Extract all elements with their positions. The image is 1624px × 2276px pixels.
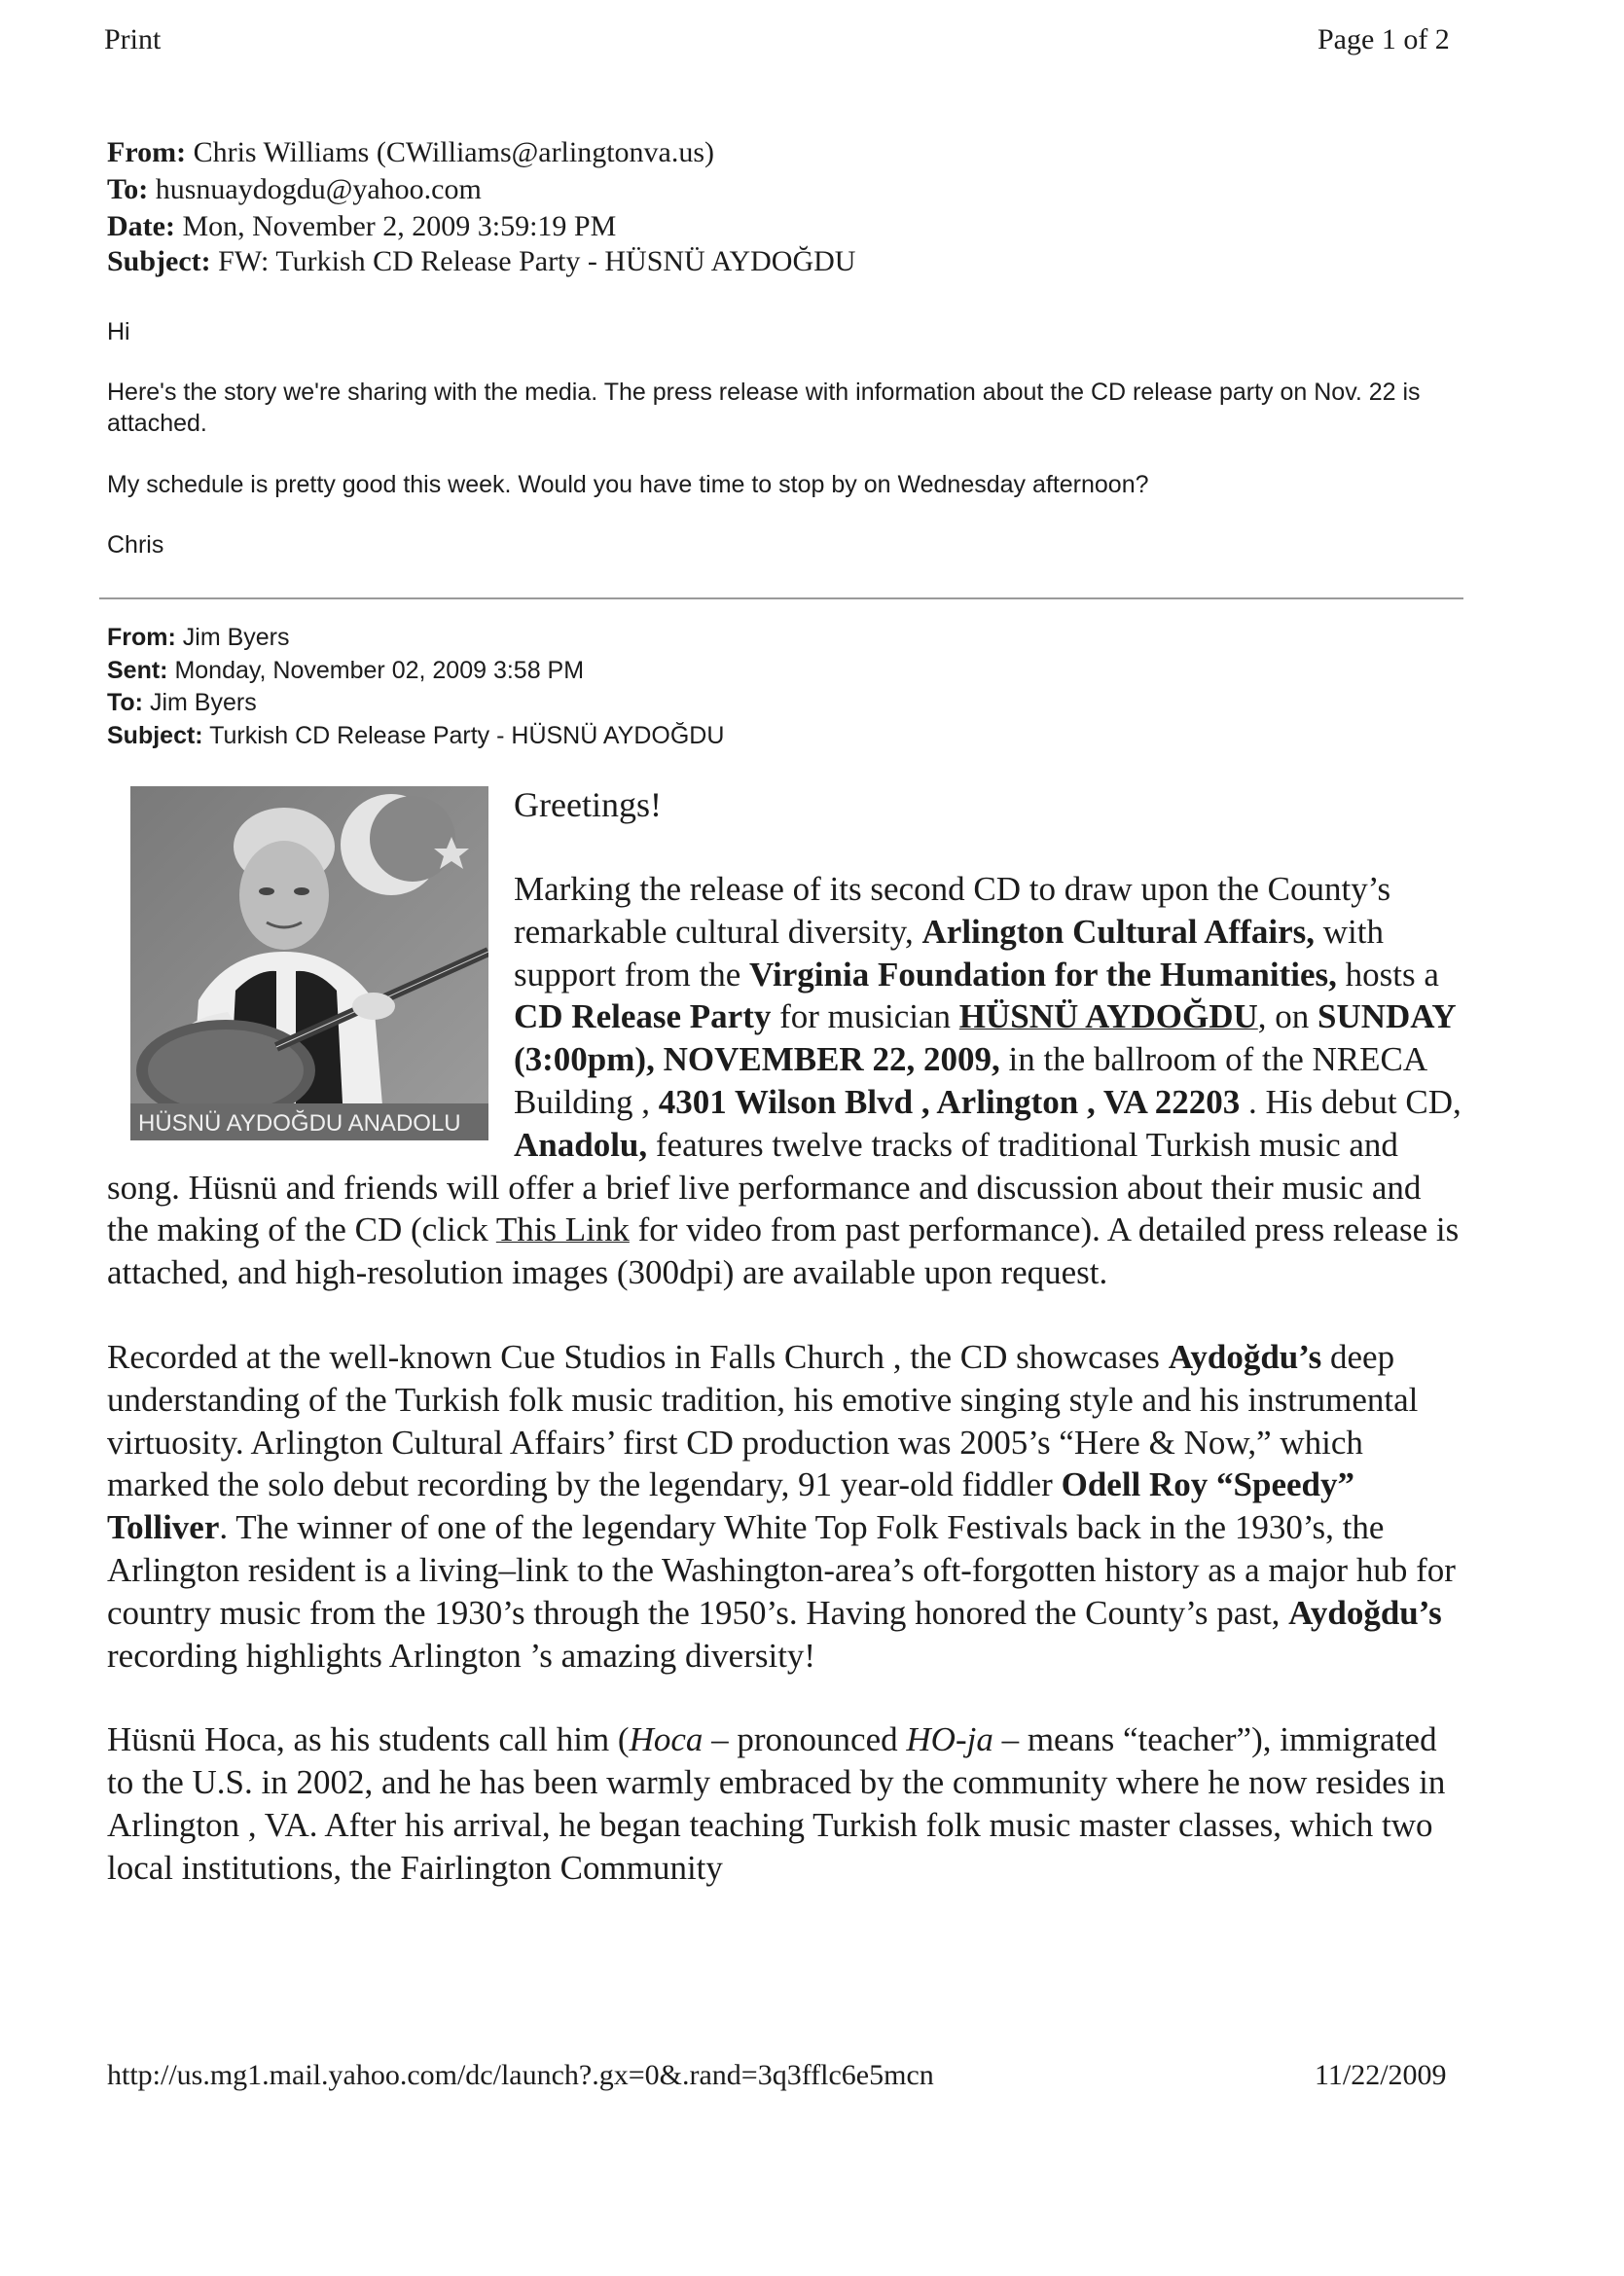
text-run: – means “teacher”), immigrated to the U.S. in 2002, and he has been warmly embraced by the community where he now resides in Arlington , VA. After his arrival, he began teaching Turkish folk music master classes, which two local institutions, the Fairlington Community	[107, 1720, 1446, 1887]
forwarded-to-value: Jim Byers	[149, 689, 257, 716]
text-run: , on	[1257, 997, 1317, 1036]
text-run: Hüsnü Hoca, as his students call him (	[107, 1720, 630, 1759]
article-paragraph-1	[107, 868, 1465, 1294]
email-from-row	[107, 136, 714, 169]
email-body-paragraph: My schedule is pretty good this week. Would you have time to stop by on Wednesday afternoon?	[107, 471, 1149, 498]
email-from-label: From:	[107, 136, 187, 168]
email-subject-value: FW: Turkish CD Release Party - HÜSNÜ AYDOĞDU	[218, 245, 856, 277]
text-run: . His debut CD,	[1240, 1082, 1462, 1121]
forwarded-from-value: Jim Byers	[182, 624, 290, 651]
pronunciation: HO-ja	[906, 1720, 993, 1759]
event-date: SUNDAY (3:00pm), NOVEMBER 22, 2009,	[514, 997, 1456, 1079]
text-run: for musician	[771, 997, 959, 1036]
forwarded-sent-value: Monday, November 02, 2009 3:58 PM	[174, 657, 585, 684]
text-run: features twelve tracks of traditional Turkish music and song. Hüsnü and friends will offer a brief live performance and discussion about their music and the making of the CD (click	[107, 1125, 1422, 1249]
musician-name: HÜSNÜ AYDOĞDU	[958, 997, 1258, 1036]
musician-possessive: Aydoğdu’s	[1288, 1593, 1442, 1632]
email-body-paragraph: Here's the story we're sharing with the media. The press release with information about the CD release party on Nov. 22 is attached.	[107, 379, 1421, 437]
text-run: deep understanding of the Turkish folk music tradition, his emotive singing style and his instrumental virtuosity. Arlington Cultural Affairs’ first CD production was 2005’s “Here & Now,” which marked the solo debut recording by the legendary, 91 year-old fiddler	[107, 1337, 1419, 1504]
org-name: Virginia Foundation for the Humanities,	[749, 955, 1337, 993]
text-run: for video from past performance). A detailed press release is attached, and high-resolution images (300dpi) are available upon request.	[107, 1210, 1460, 1292]
footer-url: http://us.mg1.mail.yahoo.com/dc/launch?.gx=0&.rand=3q3fflc6e5mcn	[107, 2059, 934, 2091]
forwarded-subject-label: Subject:	[107, 722, 203, 749]
text-run: with support from the	[514, 912, 1384, 993]
email-body-greeting: Hi	[107, 318, 130, 345]
text-run: Marking the release of its second CD to draw upon the County’s remarkable cultural diversity,	[514, 870, 1391, 951]
term: Hoca	[629, 1720, 704, 1759]
forwarded-sent-row	[107, 657, 584, 685]
page-indicator: Page 1 of 2	[1317, 23, 1450, 55]
forwarded-to-label: To:	[107, 689, 144, 716]
event-name: CD Release Party	[514, 997, 772, 1036]
forwarded-from-row	[107, 624, 290, 652]
photo-caption: HÜSNÜ AYDOĞDU ANADOLU	[138, 1110, 461, 1137]
musician-possessive: Aydoğdu’s	[1168, 1337, 1322, 1376]
email-date-value: Mon, November 2, 2009 3:59:19 PM	[182, 210, 617, 242]
forwarded-to-row	[107, 689, 257, 717]
text-run: Recorded at the well-known Cue Studios in Falls Church , the CD showcases	[107, 1337, 1169, 1376]
email-date-label: Date:	[107, 210, 175, 242]
text-run: hosts a	[1336, 955, 1439, 993]
forwarded-sent-label: Sent:	[107, 657, 168, 684]
article-paragraph-2	[107, 1336, 1465, 1677]
forwarded-subject-value: Turkish CD Release Party - HÜSNÜ AYDOĞDU	[209, 722, 725, 749]
text-run: . The winner of one of the legendary White Top Folk Festivals back in the 1930’s, the Arlington resident is a living–link to the Washington-area’s oft-forgotten history as a major hub for country music from the 1930’s through the 1950’s. Having honored the County’s past,	[107, 1508, 1456, 1632]
text-run: recording highlights Arlington ’s amazing diversity!	[107, 1636, 816, 1675]
forwarded-subject-row	[107, 722, 724, 750]
email-subject-row	[107, 245, 855, 278]
email-subject-label: Subject:	[107, 245, 211, 277]
event-address: 4301 Wilson Blvd , Arlington , VA 22203	[658, 1082, 1241, 1121]
video-link[interactable]: This Link	[495, 1210, 630, 1249]
forwarded-from-label: From:	[107, 624, 176, 651]
text-run: in the ballroom of the NRECA Building ,	[514, 1040, 1426, 1121]
email-to-row	[107, 173, 482, 206]
email-to-value: husnuaydogdu@yahoo.com	[155, 173, 482, 205]
footer-date: 11/22/2009	[1315, 2059, 1447, 2091]
cd-title: Anadolu,	[514, 1125, 648, 1164]
divider	[99, 597, 1463, 599]
print-header-left: Print	[104, 23, 162, 55]
email-date-row	[107, 210, 616, 243]
email-to-label: To:	[107, 173, 149, 205]
article-greeting: Greetings!	[514, 785, 662, 824]
text-run: – pronounced	[703, 1720, 907, 1759]
fiddler-name: Odell Roy “Speedy” Tolliver	[107, 1465, 1355, 1547]
article-body	[107, 868, 1465, 1932]
email-body-signature: Chris	[107, 531, 164, 559]
article-paragraph-3	[107, 1718, 1465, 1889]
email-from-value: Chris Williams (CWilliams@arlingtonva.us)	[193, 136, 715, 168]
org-name: Arlington Cultural Affairs,	[921, 912, 1315, 951]
